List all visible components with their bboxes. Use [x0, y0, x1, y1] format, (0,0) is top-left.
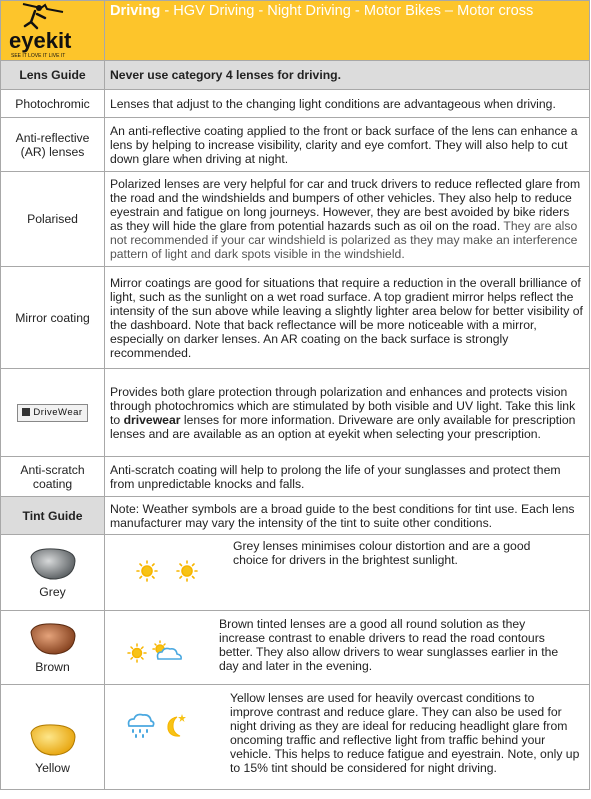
- cloud-sun-icon: [127, 639, 187, 665]
- header-title: [105, 1, 590, 61]
- lens-description: [105, 369, 590, 457]
- row-polarised: [1, 172, 590, 267]
- tint-description-cell: [105, 611, 590, 685]
- tint-description: Grey lenses minimises colour distortion and are a good choice for drivers in the brightest sunlight.: [233, 539, 531, 567]
- rain-cloud-icon: [125, 711, 155, 741]
- tint-description: Yellow lenses are used for heavily overcast conditions to improve contrast and reduce glare. They can also be used for night driving as they are ideal for reducing headlight glare from oncoming traffic and reflective light from traffic behind your vehicle. This helps to reduce fatigue and eyestrain. Note, only up to 15% tint should be considered for night driving.: [230, 691, 580, 775]
- eyekit-logo[interactable]: [1, 2, 104, 60]
- drivewear-mark-icon: [22, 408, 30, 416]
- gray-lens-icon: [28, 547, 78, 581]
- tint-guide-header-row: [1, 497, 590, 535]
- logo-graphic: [1, 2, 104, 60]
- tint-row-grey: [1, 535, 590, 611]
- lens-name: Polarised: [1, 172, 105, 267]
- lens-name: Mirror coating: [1, 267, 105, 369]
- tint-name: Yellow: [35, 761, 70, 775]
- drivewear-link[interactable]: drivewear: [123, 412, 181, 427]
- drivewear-logo-text: DriveWear: [33, 406, 83, 418]
- lens-description: Mirror coatings are good for situations that require a reduction in the overall brilliance of light, such as the sunlight on a wet road surface. A top gradient mirror helps reflect the intensity of the sun above while leaving a slightly lighter area below for better visibility of the dashboard. Note that back reflectance will be more noticeable with a mirror, especially on darker lenses. An AR coating on the back surface is strongly recommended.: [105, 267, 590, 369]
- title-rest: - HGV Driving - Night Driving - Motor Bikes – Motor cross: [160, 3, 534, 19]
- tint-description-cell: [105, 535, 590, 611]
- lens-name: Anti-reflective (AR) lenses: [1, 118, 105, 172]
- yellow-lens-icon: [28, 723, 78, 757]
- lens-description: [105, 172, 590, 267]
- tint-lens-cell: [1, 535, 105, 611]
- lens-description: Anti-scratch coating will help to prolong the life of your sunglasses and protect them from unpredictable knocks and falls.: [105, 457, 590, 497]
- title-driving: Driving: [110, 3, 161, 19]
- drivewear-text-b: lenses for more information. Driveware are only available for prescription lenses and are available as an option at eyekit when selecting your prescription.: [110, 412, 576, 441]
- drivewear-logo[interactable]: [17, 404, 87, 422]
- tint-guide-note: Note: Weather symbols are a broad guide to the best conditions for tint use. Each lens manufacturer may vary the intensity of the tint to suite other conditions.: [105, 497, 590, 535]
- logo-tagline: SEE IT LOVE IT LIVE IT: [11, 52, 66, 59]
- row-drivewear: [1, 369, 590, 457]
- tint-guide-label: Tint Guide: [1, 497, 105, 535]
- lens-guide-header-row: [1, 61, 590, 90]
- moon-star-icon: [161, 711, 189, 741]
- tint-row-brown: [1, 611, 590, 685]
- drivewear-logo-cell: [1, 369, 105, 457]
- lens-name: Photochromic: [1, 90, 105, 118]
- lens-description: An anti-reflective coating applied to the front or back surface of the lens can enhance a lens by helping to increase visibility, clarity and eye comfort. They will also help to cut down glare when driving at night.: [105, 118, 590, 172]
- tint-row-yellow: [1, 685, 590, 790]
- polarised-text: Polarized lenses are very helpful for car and truck drivers to reduce reflected glare from the road and the windshields and bumpers of other vehicles. They also help to reduce eyestrain and fatigue on long journeys. However, they are best avoided by bike riders as they will hide the glare from potential hazards such as oil on the road.: [110, 177, 581, 233]
- polarised-text-2: They are also not recommended if your car windshield is polarized as they may make an interference pattern of light and dark spots visible in the windshield.: [110, 219, 578, 261]
- lens-description: Lenses that adjust to the changing light conditions are advantageous when driving.: [105, 90, 590, 118]
- lens-name: Anti-scratch coating: [1, 457, 105, 497]
- lens-guide-label: Lens Guide: [1, 61, 105, 90]
- row-photochromic: [1, 90, 590, 118]
- tint-name: Grey: [39, 584, 66, 599]
- logo-wordmark: eyekit: [9, 27, 72, 53]
- brown-lens-icon: [28, 622, 78, 656]
- tint-description: Brown tinted lenses are a good all round solution as they increase contrast to enable drivers to read the road contours better. They also allow drivers to wear sunglasses earlier in the day and later in the evening.: [219, 617, 559, 673]
- header-row: [1, 1, 590, 61]
- row-anti-scratch: [1, 457, 590, 497]
- row-mirror-coating: [1, 267, 590, 369]
- tint-description-cell: [105, 685, 590, 790]
- lens-guide-note: Never use category 4 lenses for driving.: [105, 61, 590, 90]
- logo-cell: [1, 1, 105, 61]
- tint-name: Brown: [35, 659, 70, 674]
- tint-lens-cell: [1, 611, 105, 685]
- sun-icon: [135, 559, 205, 583]
- row-anti-reflective: [1, 118, 590, 172]
- tint-lens-cell: [1, 685, 105, 790]
- drivewear-text-a: Provides both glare protection through polarization and enhances and protects vision through photochromics which are stimulated by both visible and UV light. Take this link to: [110, 384, 576, 427]
